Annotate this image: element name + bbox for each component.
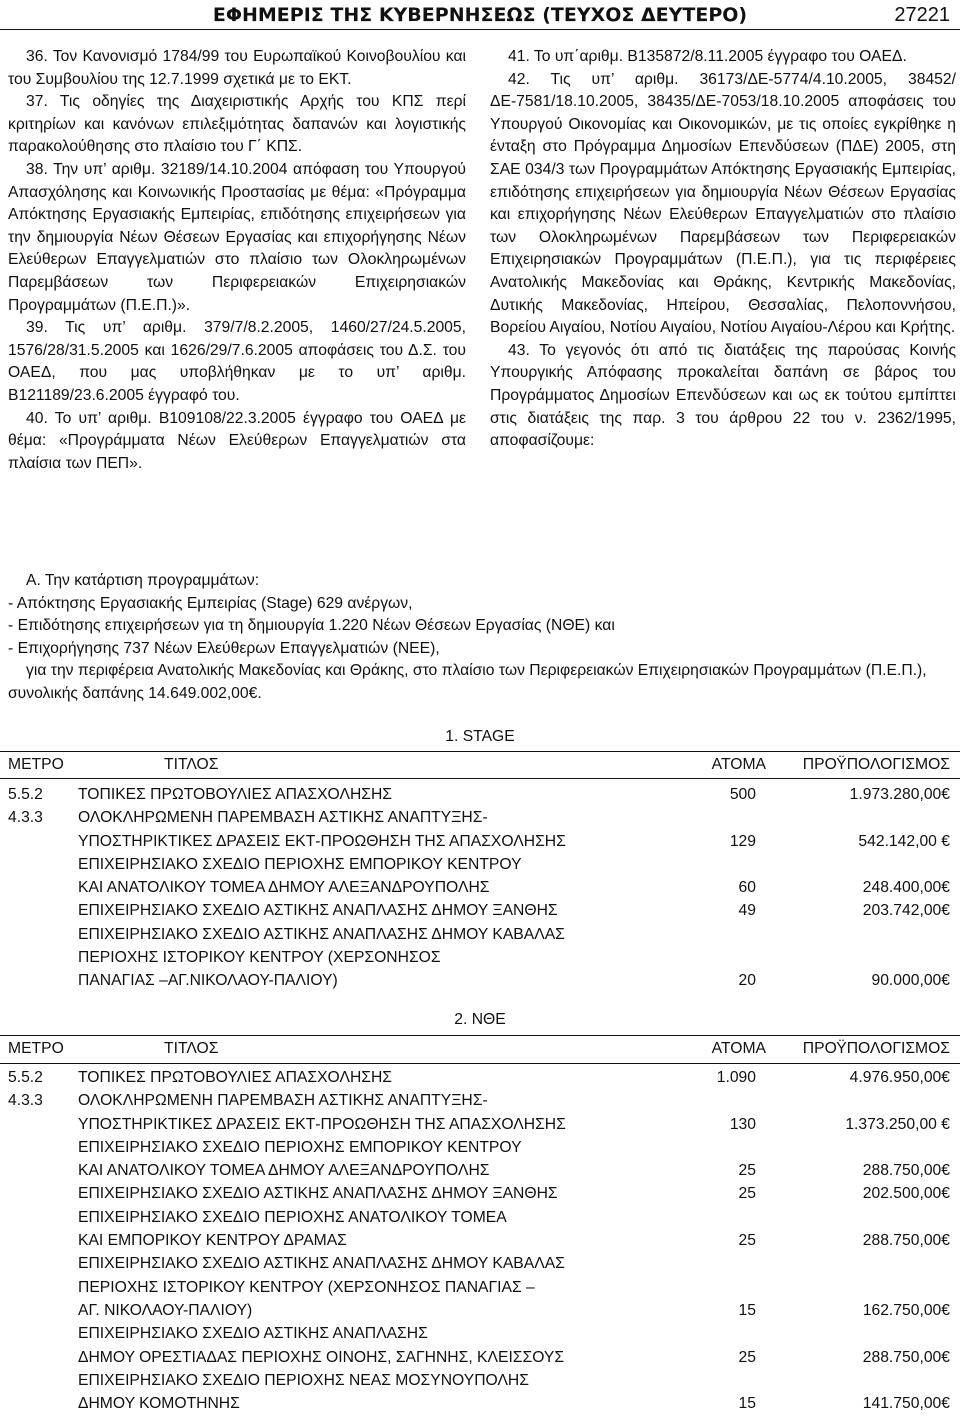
table-stage — [0, 783, 960, 993]
row-units: 25 — [738, 1185, 756, 1203]
row-title-line: ΠΕΡΙΟΧΗΣ ΙΣΤΟΡΙΚΟΥ ΚΕΝΤΡΟΥ (ΧΕΡΣΟΝΗΣΟΣ — [78, 949, 441, 967]
row-title-line: ΚΑΙ ΑΝΑΤΟΛΙΚΟΥ ΤΟΜΕΑ ΔΗΜΟΥ ΑΛΕΞΑΝΔΡΟΥΠΟΛΗΣ — [78, 1162, 490, 1180]
table-row — [0, 1369, 960, 1416]
paragraph-37: 37. Τις οδηγίες της Διαχειριστικής Αρχής του ΚΠΣ περί κριτηρίων και κανόνων επιλεξιμότητας δαπανών και λογιστικής παρακολούθησης στο πλαίσιο του Γ΄ ΚΠΣ. — [8, 93, 466, 156]
row-title-line: ΕΠΙΧΕΙΡΗΣΙΑΚΟ ΣΧΕΔΙΟ ΑΣΤΙΚΗΣ ΑΝΑΠΛΑΣΗΣ ΔΗΜΟΥ ΞΑΝΘΗΣ — [78, 902, 558, 920]
paragraph-36: 36. Τον Κανονισμό 1784/99 του Ευρωπαϊκού Κοινοβουλίου και του Συμβουλίου της 12.7.1999 σχετικά με το ΕΚΤ. — [8, 48, 466, 88]
row-code: 4.3.3 — [8, 809, 43, 827]
row-title-line: ΕΠΙΧΕΙΡΗΣΙΑΚΟ ΣΧΕΔΙΟ ΑΣΤΙΚΗΣ ΑΝΑΠΛΑΣΗΣ ΔΗΜΟΥ ΚΑΒΑΛΑΣ — [78, 1255, 565, 1273]
row-cost: 4.976.950,00€ — [849, 1069, 950, 1086]
row-title — [78, 853, 678, 900]
decision-text — [8, 570, 954, 706]
col-header-units: ΑΤΟΜΑ — [711, 1040, 766, 1057]
bullet-nee: - Επιχορήγησης 737 Νέων Ελεύθερων Επαγγελματιών (ΝΕΕ), — [8, 639, 440, 657]
table-rule — [0, 1063, 960, 1064]
row-cost: 1.973.280,00€ — [849, 786, 950, 803]
row-units: 1.090 — [716, 1069, 756, 1086]
row-title — [78, 923, 678, 993]
row-cost: 288.750,00€ — [862, 1232, 950, 1250]
table-rule — [0, 778, 960, 779]
row-title-line: ΕΠΙΧΕΙΡΗΣΙΑΚΟ ΣΧΕΔΙΟ ΠΕΡΙΟΧΗΣ ΕΜΠΟΡΙΚΟΥ ΚΕΝΤΡΟΥ — [78, 855, 522, 873]
row-code: 5.5.2 — [8, 1069, 43, 1086]
table-row — [0, 1066, 960, 1089]
paragraph-42: 42. Τις υπ’ αριθμ. 36173/ΔΕ-5774/4.10.2005, 38452/ΔΕ-7581/18.10.2005, 38435/ΔΕ-7053/18.10.2005 αποφάσεις του Υπουργού Οικονομίας και Οικονομικών, με τις οποίες εγκρίθηκε η ένταξη στο Πρόγραμμα Δημοσίων Επενδύσεων (ΠΔΕ) 2005, στη ΣΑΕ 034/3 των Προγραμμάτων Απόκτησης Εργασιακής Εμπειρίας, επιδότησης επιχειρήσεων για δημιουργία Νέων Θέσεων Εργασίας και επιχορήγησης Νέων Ελεύθερων Επαγγελματιών στο πλαίσιο των Ολοκληρωμένων Παρεμβάσεων των Περιφερειακών Επιχειρησιακών Προγραμμάτων (Π.Ε.Π.), για τις περιφέρειες Ανατολικής Μακεδονίας και Θράκης, Κεντρικής Μακεδονίας, Δυτικής Μακεδονίας, Ηπείρου, Θεσσαλίας, Πελοποννήσου, Βορείου Αιγαίου, Νοτίου Αιγαίου, Νοτίου Αιγαίου-Λέρου και Κρήτης. — [490, 70, 956, 337]
table-rule — [0, 751, 960, 752]
row-code: 5.5.2 — [8, 786, 43, 803]
table-row — [0, 1322, 960, 1369]
row-cost: 288.750,00€ — [862, 1348, 950, 1366]
row-title — [78, 1369, 678, 1416]
paragraph-38: 38. Την υπ’ αριθμ. 32189/14.10.2004 απόφαση του Υπουργού Απασχόλησης και Κοινωνικής Προστασίας με θέμα: «Πρόγραμμα Απόκτησης Εργασιακής Εμπειρίας, επιδότησης επιχειρήσεων για την δημιουργία Νέων Θέσεων Εργασίας και επιχορήγησης Νέων Ελεύθερων Επαγγελματιών στο πλαίσιο των Ολοκληρωμένων Παρεμβάσεων των Περιφερειακών Επιχειρησιακών Προγραμμάτων (Π.Ε.Π.)». — [8, 160, 466, 314]
col-header-units: ΑΤΟΜΑ — [711, 756, 766, 773]
col-header-code: ΜΕΤΡΟ — [8, 756, 64, 773]
row-units: 129 — [729, 832, 756, 850]
row-title-line: ΟΛΟΚΛΗΡΩΜΕΝΗ ΠΑΡΕΜΒΑΣΗ ΑΣΤΙΚΗΣ ΑΝΑΠΤΥΞΗΣ- — [78, 809, 488, 827]
row-title-line: ΕΠΙΧΕΙΡΗΣΙΑΚΟ ΣΧΕΔΙΟ ΑΣΤΙΚΗΣ ΑΝΑΠΛΑΣΗΣ ΔΗΜΟΥ ΞΑΝΘΗΣ — [78, 1185, 558, 1203]
row-units: 60 — [738, 879, 756, 897]
table-row — [0, 899, 960, 922]
col-header-cost: ΠΡΟΫΠΟΛΟΓΙΣΜΟΣ — [802, 756, 950, 773]
table-header-nthe — [0, 1040, 960, 1062]
row-title-line: ΥΠΟΣΤΗΡΙΚΤΙΚΕΣ ΔΡΑΣΕΙΣ ΕΚΤ-ΠΡΟΩΘΗΣΗ ΤΗΣ ΑΠΑΣΧΟΛΗΣΗΣ — [78, 1115, 566, 1133]
row-cost: 90.000,00€ — [871, 972, 950, 990]
row-title-line: ΥΠΟΣΤΗΡΙΚΤΙΚΕΣ ΔΡΑΣΕΙΣ ΕΚΤ-ΠΡΟΩΘΗΣΗ ΤΗΣ ΑΠΑΣΧΟΛΗΣΗΣ — [78, 832, 566, 850]
table-row — [0, 1206, 960, 1253]
row-cost: 203.742,00€ — [862, 902, 950, 920]
row-units: 130 — [729, 1115, 756, 1133]
row-title — [78, 1322, 678, 1369]
row-title-line: ΔΗΜΟΥ ΚΟΜΟΤΗΝΗΣ — [78, 1395, 240, 1413]
paragraph-43: 43. Το γεγονός ότι από τις διατάξεις της παρούσας Κοινής Υπουργικής Απόφασης προκαλείται δαπάνη σε βάρος του Προγράμματος Δημοσίων Επενδύσεων και ως εκ τούτου εμπίπτει στις διατάξεις της παρ. 3 του άρθρου 22 του ν. 2362/1995, αποφασίζουμε: — [490, 341, 956, 450]
row-title-line: ΠΑΝΑΓΙΑΣ –ΑΓ.ΝΙΚΟΛΑΟΥ-ΠΑΛΙΟΥ) — [78, 972, 338, 990]
row-title-line: ΤΟΠΙΚΕΣ ΠΡΩΤΟΒΟΥΛΙΕΣ ΑΠΑΣΧΟΛΗΣΗΣ — [78, 1069, 393, 1086]
table-row — [0, 1252, 960, 1322]
row-title — [78, 1182, 678, 1205]
left-column — [8, 46, 466, 475]
header-rule — [0, 29, 960, 30]
table-rule — [0, 1035, 960, 1036]
right-column — [490, 46, 956, 453]
row-title — [78, 783, 678, 806]
row-title-line: ΕΠΙΧΕΙΡΗΣΙΑΚΟ ΣΧΕΔΙΟ ΠΕΡΙΟΧΗΣ ΑΝΑΤΟΛΙΚΟΥ ΤΟΜΕΑ — [78, 1208, 507, 1226]
page-number: 27221 — [894, 4, 950, 26]
row-title — [78, 899, 678, 922]
row-units: 500 — [729, 786, 756, 803]
row-title-line: ΚΑΙ ΕΜΠΟΡΙΚΟΥ ΚΕΝΤΡΟΥ ΔΡΑΜΑΣ — [78, 1232, 347, 1250]
table-row — [0, 853, 960, 900]
page-header — [0, 4, 960, 28]
row-cost: 248.400,00€ — [862, 879, 950, 897]
bullet-nthe: - Επιδότησης επιχειρήσεων για τη δημιουργία 1.220 Νέων Θέσεων Εργασίας (ΝΘΕ) και — [8, 617, 615, 635]
row-title-line: ΔΗΜΟΥ ΟΡΕΣΤΙΑΔΑΣ ΠΕΡΙΟΧΗΣ ΟΙΝΟΗΣ, ΣΑΓΗΝΗΣ, ΚΛΕΙΣΣΟΥΣ — [78, 1348, 565, 1366]
row-title-line: ΠΕΡΙΟΧΗΣ ΙΣΤΟΡΙΚΟΥ ΚΕΝΤΡΟΥ (ΧΕΡΣΟΝΗΣΟΣ ΠΑΝΑΓΙΑΣ – — [78, 1278, 535, 1296]
row-cost: 162.750,00€ — [862, 1301, 950, 1319]
row-title-line: ΕΠΙΧΕΙΡΗΣΙΑΚΟ ΣΧΕΔΙΟ ΑΣΤΙΚΗΣ ΑΝΑΠΛΑΣΗΣ — [78, 1325, 428, 1343]
table-row — [0, 1136, 960, 1183]
table-header-stage — [0, 756, 960, 778]
decision-heading: Α. Την κατάρτιση προγραμμάτων: — [26, 572, 260, 589]
col-header-code: ΜΕΤΡΟ — [8, 1040, 64, 1057]
col-header-title: ΤΙΤΛΟΣ — [164, 756, 219, 773]
row-title — [78, 1206, 678, 1253]
table-row — [0, 806, 960, 853]
table-row — [0, 923, 960, 993]
row-cost: 1.373.250,00 € — [845, 1115, 950, 1133]
table-row — [0, 783, 960, 806]
paragraph-41: 41. Το υπ΄αριθμ. Β135872/8.11.2005 έγγραφο του ΟΑΕΔ. — [508, 48, 907, 65]
row-title — [78, 1136, 678, 1183]
gazette-title: ΕΦΗΜΕΡΙΣ ΤΗΣ ΚΥΒΕΡΝΗΣΕΩΣ (ΤΕΥΧΟΣ ΔΕΥΤΕΡΟ) — [212, 4, 748, 26]
row-code: 4.3.3 — [8, 1092, 43, 1110]
row-title-line: ΟΛΟΚΛΗΡΩΜΕΝΗ ΠΑΡΕΜΒΑΣΗ ΑΣΤΙΚΗΣ ΑΝΑΠΤΥΞΗΣ- — [78, 1092, 488, 1110]
row-units: 25 — [738, 1162, 756, 1180]
section-title-stage: 1. STAGE — [445, 728, 515, 745]
col-header-cost: ΠΡΟΫΠΟΛΟΓΙΣΜΟΣ — [802, 1040, 950, 1057]
table-nthe — [0, 1066, 960, 1415]
row-units: 25 — [738, 1348, 756, 1366]
row-title-line: ΕΠΙΧΕΙΡΗΣΙΑΚΟ ΣΧΕΔΙΟ ΑΣΤΙΚΗΣ ΑΝΑΠΛΑΣΗΣ ΔΗΜΟΥ ΚΑΒΑΛΑΣ — [78, 925, 565, 943]
paragraph-40: 40. Το υπ’ αριθμ. Β109108/22.3.2005 έγγραφο του ΟΑΕΔ με θέμα: «Προγράμματα Νέων Ελεύθερων Επαγγελματιών στα πλαίσια των ΠΕΠ». — [8, 409, 466, 472]
decision-closing: για την περιφέρεια Ανατολικής Μακεδονίας και Θράκης, στο πλαίσιο των Περιφερειακών Επιχειρησιακών Προγραμμάτων (Π.Ε.Π.), συνολικής δαπάνης 14.649.002,00€. — [8, 662, 927, 702]
row-units: 15 — [738, 1301, 756, 1319]
row-cost: 202.500,00€ — [862, 1185, 950, 1203]
row-title-line: ΕΠΙΧΕΙΡΗΣΙΑΚΟ ΣΧΕΔΙΟ ΠΕΡΙΟΧΗΣ ΕΜΠΟΡΙΚΟΥ ΚΕΝΤΡΟΥ — [78, 1138, 522, 1156]
row-title-line: ΑΓ. ΝΙΚΟΛΑΟΥ-ΠΑΛΙΟΥ) — [78, 1301, 253, 1319]
table-row — [0, 1182, 960, 1205]
row-units: 49 — [738, 902, 756, 920]
row-title — [78, 1066, 678, 1089]
row-units: 20 — [738, 972, 756, 990]
row-cost: 542.142,00 € — [858, 832, 950, 850]
row-title-line: ΕΠΙΧΕΙΡΗΣΙΑΚΟ ΣΧΕΔΙΟ ΠΕΡΙΟΧΗΣ ΝΕΑΣ ΜΟΣΥΝΟΥΠΟΛΗΣ — [78, 1371, 529, 1389]
row-title-line: ΤΟΠΙΚΕΣ ΠΡΩΤΟΒΟΥΛΙΕΣ ΑΠΑΣΧΟΛΗΣΗΣ — [78, 786, 393, 803]
row-title — [78, 1252, 678, 1322]
bullet-stage: - Απόκτησης Εργασιακής Εμπειρίας (Stage) 629 ανέργων, — [8, 594, 413, 612]
row-units: 15 — [738, 1395, 756, 1413]
col-header-title: ΤΙΤΛΟΣ — [164, 1040, 219, 1057]
section-title-nthe: 2. ΝΘΕ — [454, 1011, 506, 1028]
row-title-line: ΚΑΙ ΑΝΑΤΟΛΙΚΟΥ ΤΟΜΕΑ ΔΗΜΟΥ ΑΛΕΞΑΝΔΡΟΥΠΟΛΗΣ — [78, 879, 490, 897]
paragraph-39: 39. Τις υπ’ αριθμ. 379/7/8.2.2005, 1460/27/24.5.2005, 1576/28/31.5.2005 και 1626/29/7.6.2005 αποφάσεις του Δ.Σ. του ΟΑΕΔ, που μας υποβλήθηκαν με το υπ’ αριθμ. Β121189/23.6.2005 έγγραφό του. — [8, 319, 466, 404]
row-cost: 141.750,00€ — [862, 1395, 950, 1413]
row-cost: 288.750,00€ — [862, 1162, 950, 1180]
table-row — [0, 1089, 960, 1136]
row-title — [78, 806, 678, 853]
row-units: 25 — [738, 1232, 756, 1250]
row-title — [78, 1089, 678, 1136]
